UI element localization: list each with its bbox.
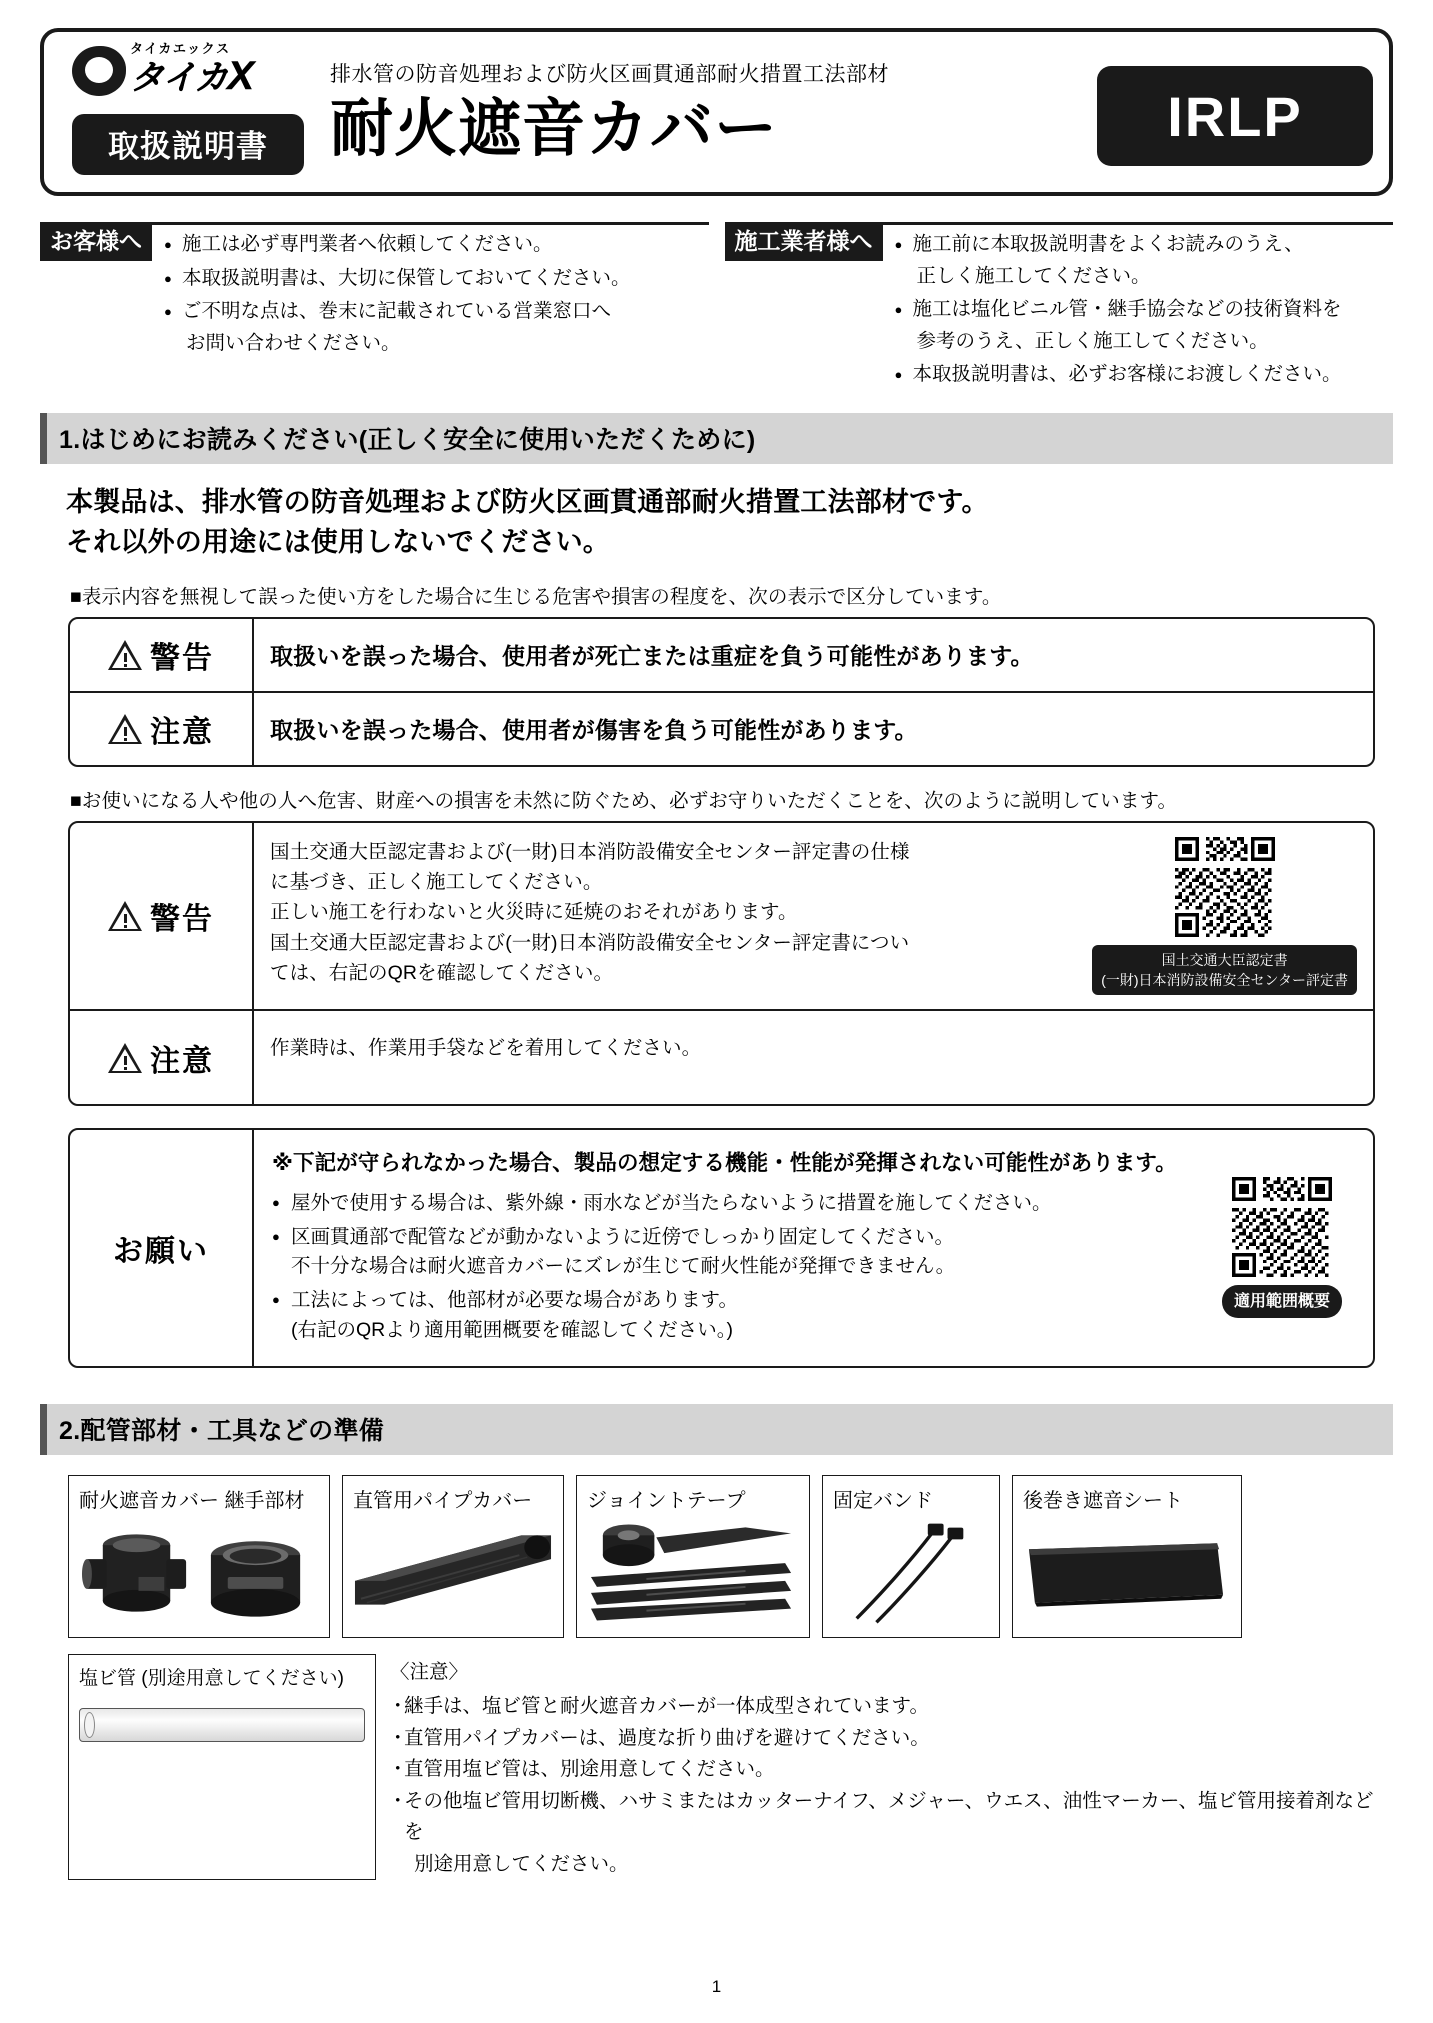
qr-caption-line-2: (一財)日本消防設備安全センター評定書 <box>1101 972 1348 989</box>
fire-sound-cover-joint-icon <box>79 1519 319 1627</box>
warning-triangle-icon <box>108 1043 142 1073</box>
part-card <box>576 1475 810 1638</box>
list-item: ・ その他塩ビ管用切断機、ハサミまたはカッターナイフ、メジャー、ウエス、油性マーカー、塩ビ管用接着剤などを 別途用意してください。 <box>390 1786 1375 1881</box>
section-2-heading: 2.配管部材・工具などの準備 <box>40 1404 1393 1455</box>
detail-label-text: 注意 <box>150 1044 214 1078</box>
warning-triangle-icon <box>108 901 142 931</box>
table-row <box>70 1011 1373 1103</box>
lead-line-2: それ以外の用途には使用しないでください。 <box>66 527 610 558</box>
list-item: ● 屋外で使用する場合は、紫外線・雨水などが当たらないように措置を施してください。 <box>272 1189 1197 1218</box>
detail-line: 正しい施工を行わないと火災時に延焼のおそれがあります。 <box>270 901 798 924</box>
detail-line: に基づき、正しく施工してください。 <box>270 871 603 894</box>
product-code-badge: IRLP <box>1097 66 1373 166</box>
section-1-subnote-2: ■お使いになる人や他の人へ危害、財産への損害を未然に防ぐため、必ずお守りいただくことを、次のように説明しています。 <box>70 789 1178 812</box>
severity-text: 取扱いを誤った場合、使用者が傷害を負う可能性があります。 <box>270 717 918 744</box>
detail-line: 作業時は、作業用手袋などを着用してください。 <box>270 1037 702 1060</box>
table-row <box>70 823 1373 1012</box>
notice-row <box>40 222 1393 393</box>
pvc-pipe-icon <box>79 1708 365 1742</box>
pvc-pipe-title: 塩ビ管 (別途用意してください) <box>79 1667 344 1689</box>
notes-block <box>390 1654 1375 1880</box>
part-title: 後巻き遮音シート <box>1023 1489 1183 1512</box>
list-item: ・ 継手は、塩ビ管と耐火遮音カバーが一体成型されています。 <box>390 1691 1375 1723</box>
request-headline: ※下記が守られなかった場合、製品の想定する機能・性能が発揮されない可能性があります。 <box>272 1150 1177 1175</box>
list-item: ● 区画貫通部で配管などが動かないように近傍でしっかり固定してください。 不十分な場合は耐火遮音カバーにズレが生じて耐火性能が発揮できません。 <box>272 1223 1197 1282</box>
section-1-heading: 1.はじめにお読みください(正しく安全に使用いただくために) <box>40 413 1393 464</box>
request-list <box>272 1189 1197 1345</box>
page-number: 1 <box>711 1977 722 1996</box>
notice-list <box>164 225 709 359</box>
part-title: 直管用パイプカバー <box>353 1489 533 1512</box>
notice-contractor <box>725 222 1394 393</box>
detail-label-caution <box>70 1011 254 1103</box>
request-label: お願い <box>70 1130 254 1366</box>
section-1-subnote-1: ■表示内容を無視して誤った使い方をした場合に生じる危害や損害の程度を、次の表示で区分しています。 <box>70 585 1002 608</box>
brand-logo <box>58 42 308 175</box>
part-card <box>342 1475 564 1638</box>
list-item: ● 本取扱説明書は、必ずお客様にお渡しください。 <box>895 359 1394 391</box>
notes-title: 〈注意〉 <box>390 1660 469 1683</box>
severity-level-table <box>68 617 1375 767</box>
detail-caution-text <box>270 1033 1357 1063</box>
sound-sheet-icon <box>1023 1519 1231 1627</box>
logo-main-text: タイカX <box>130 54 253 98</box>
qr-caption-line-1: 国土交通大臣認定書 <box>1161 951 1288 968</box>
notice-customer <box>40 222 709 393</box>
detail-label-warning <box>70 823 254 1010</box>
list-item: ・ 直管用塩ビ管は、別途用意してください。 <box>390 1754 1375 1786</box>
joint-tape-icon <box>587 1519 799 1627</box>
detail-warning-text <box>270 837 1082 996</box>
manual-tag: 取扱説明書 <box>72 114 304 175</box>
severity-label-warning <box>70 619 254 691</box>
table-row <box>70 693 1373 765</box>
bottom-row <box>68 1654 1375 1880</box>
qr-code-scope[interactable] <box>1232 1177 1332 1277</box>
pvc-pipe-card <box>68 1654 376 1880</box>
list-item: ● 施工は必ず専門業者へ依頼してください。 <box>164 229 709 261</box>
parts-row <box>68 1475 1375 1638</box>
list-item: ● 施工前に本取扱説明書をよくお読みのうえ、 正しく施工してください。 <box>895 229 1394 292</box>
detail-line: 国土交通大臣認定書および(一財)日本消防設備安全センター評定書の仕様 <box>270 840 910 863</box>
detail-label-text: 警告 <box>150 903 214 937</box>
logo-mark <box>72 42 308 104</box>
list-item: ● ご不明な点は、巻末に記載されている営業窓口へ お問い合わせください。 <box>164 296 709 359</box>
part-card <box>822 1475 1000 1638</box>
section-1-lead <box>66 482 1393 563</box>
header-subtitle: 排水管の防音処理および防火区画貫通部耐火措置工法部材 <box>330 63 889 86</box>
qr-caption-scope: 適用範囲概要 <box>1222 1285 1342 1318</box>
detail-line: 国土交通大臣認定書および(一財)日本消防設備安全センター評定書につい <box>270 931 910 954</box>
logo-x-text: X <box>227 54 253 98</box>
notice-label: 施工業者様へ <box>725 222 883 261</box>
table-row <box>70 619 1373 693</box>
lead-line-1: 本製品は、排水管の防音処理および防火区画貫通部耐火措置工法部材です。 <box>66 486 989 517</box>
part-title: 固定バンド <box>833 1489 933 1512</box>
notes-list <box>390 1691 1375 1880</box>
part-title: ジョイントテープ <box>587 1489 746 1512</box>
severity-label-text: 警告 <box>150 641 214 675</box>
severity-label-text: 注意 <box>150 715 214 749</box>
list-item: ・ 直管用パイプカバーは、過度な折り曲げを避けてください。 <box>390 1723 1375 1755</box>
part-card <box>1012 1475 1242 1638</box>
list-item: ● 施工は塩化ビニル管・継手協会などの技術資料を 参考のうえ、正しく施工してください。 <box>895 294 1394 357</box>
part-card <box>68 1475 330 1638</box>
part-title: 耐火遮音カバー 継手部材 <box>79 1489 305 1512</box>
notice-list <box>895 225 1394 391</box>
straight-pipe-cover-icon <box>353 1519 553 1627</box>
page-title: 耐火遮音カバー <box>330 94 778 164</box>
fixing-band-icon <box>833 1519 989 1627</box>
leaf-logo-icon <box>72 46 126 96</box>
notice-label: お客様へ <box>40 222 152 261</box>
list-item: ● 工法によっては、他部材が必要な場合があります。 (右記のQRより適用範囲概要を確認してください。) <box>272 1286 1197 1345</box>
qr-caption <box>1092 945 1357 996</box>
request-box <box>68 1128 1375 1368</box>
logo-kana-text: タイカエックス <box>130 41 231 56</box>
warning-triangle-icon <box>108 640 142 670</box>
severity-text: 取扱いを誤った場合、使用者が死亡または重症を負う可能性があります。 <box>270 643 1034 670</box>
header-box <box>40 28 1393 196</box>
qr-code-certification[interactable] <box>1175 837 1275 937</box>
detail-warning-table <box>68 821 1375 1106</box>
severity-label-caution <box>70 693 254 765</box>
qr-column <box>1082 837 1357 996</box>
list-item: ● 本取扱説明書は、大切に保管しておいてください。 <box>164 263 709 295</box>
detail-line: ては、右記のQRを確認してください。 <box>270 961 614 984</box>
warning-triangle-icon <box>108 714 142 744</box>
